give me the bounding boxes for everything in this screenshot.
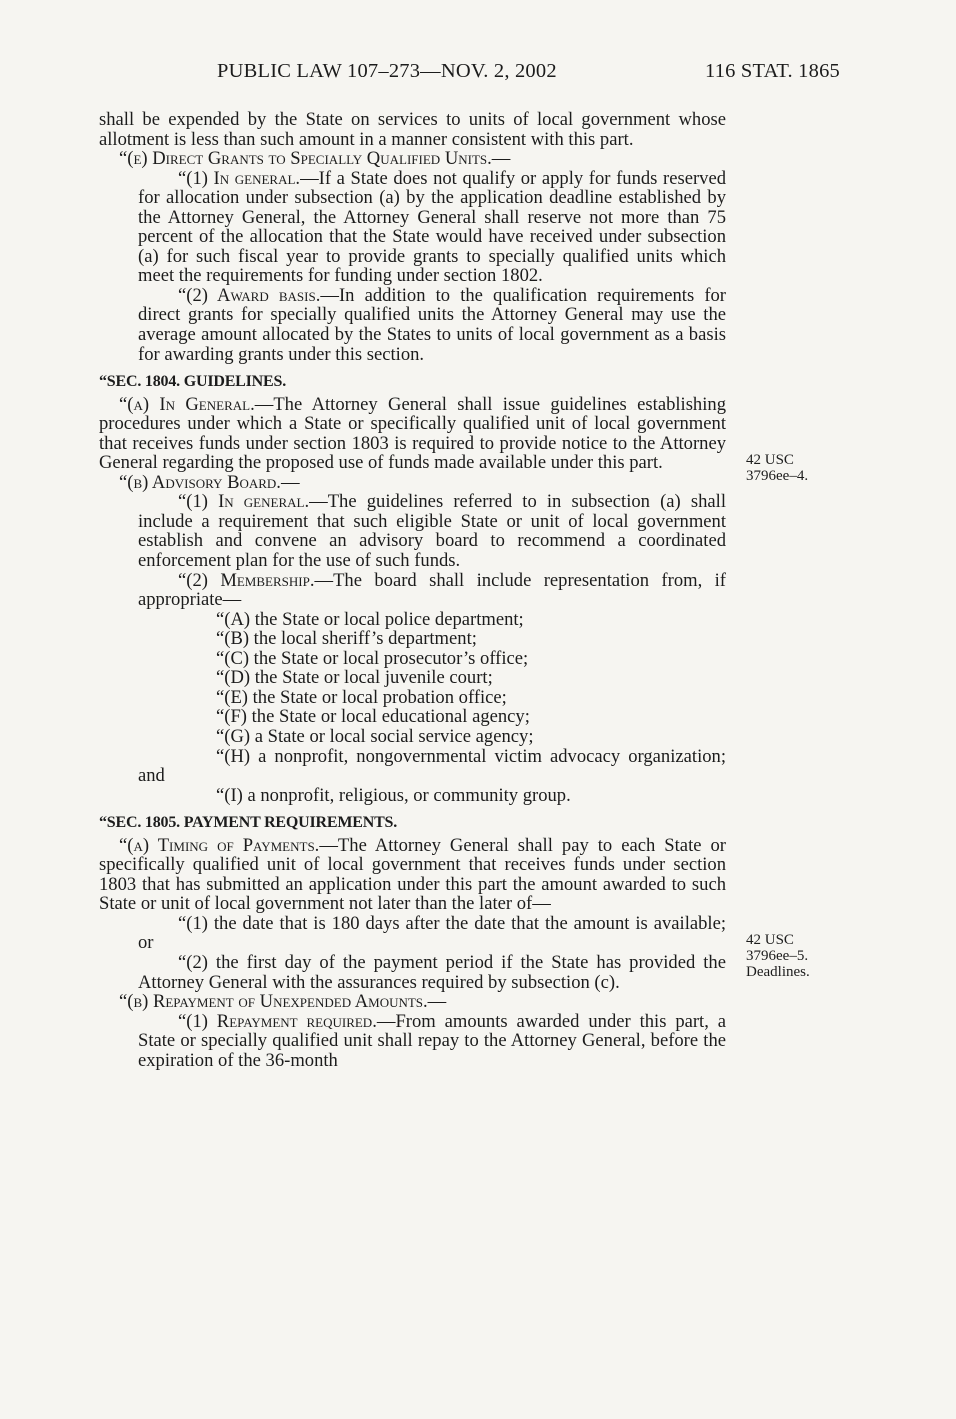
- paragraph-b1-text: —The guidelines referred to in subsection (a) shall include a requirement that such eligible State or unit of local government establish and convene an advisory board to recommend a coordinated enforcement plan for the use of such funds.: [138, 491, 727, 572]
- list-item-d: “(D) the State or local juvenile court;: [216, 667, 493, 689]
- paragraph-1805-b1: [99, 1012, 726, 1071]
- list-item-c: “(C) the State or local prosecutor’s office;: [216, 647, 529, 669]
- subsection-1804-a-text: —The Attorney General shall issue guidelines establishing procedures under which a State or specifically qualified unit of local government that receives funds under section 1803 is required to provide notice to the Attorney General regarding the proposed use of funds made available under this part.: [99, 393, 726, 474]
- paragraph-e2: [99, 286, 726, 364]
- paragraph-e2-text: —In addition to the qualification requirements for direct grants for specially qualified units the Attorney General may use the average amount allocated by the States to units of local government as a basis for awarding grants under this section.: [138, 284, 726, 365]
- list-item-g: “(G) a State or local social service agency;: [216, 725, 534, 747]
- subsection-1805-b-heading: “(b) Repayment of Unexpended Amounts.—: [119, 991, 447, 1013]
- page-header: [0, 60, 956, 90]
- list-item-f: “(F) the State or local educational agency;: [216, 706, 530, 728]
- body-text: [99, 110, 726, 1070]
- paragraph-1805-a1: “(1) the date that is 180 days after the date that the amount is available; or: [138, 912, 726, 954]
- paragraph-continuation: shall be expended by the State on services to units of local government whose allotment is less than such amount in a manner consistent with this part.: [99, 109, 726, 150]
- paragraph-e1-label: “(1) In general.: [178, 167, 301, 189]
- paragraph-b2: [99, 571, 726, 610]
- list-item-a: “(A) the State or local police department;: [216, 608, 524, 630]
- paragraph-e2-label: “(2) Award basis.: [178, 284, 321, 306]
- list-item-b: “(B) the local sheriff’s department;: [216, 628, 477, 650]
- section-1804-heading: “SEC. 1804. GUIDELINES.: [99, 373, 287, 391]
- subsection-1805-a-label: “(a) Timing of Payments.: [119, 834, 320, 856]
- paragraph-b1-label: “(1) In general.: [178, 491, 310, 513]
- section-1805-heading: “SEC. 1805. PAYMENT REQUIREMENTS.: [99, 814, 398, 832]
- list-item-h: “(H) a nonprofit, nongovernmental victim advocacy organization; and: [138, 745, 726, 787]
- running-head: PUBLIC LAW 107–273—NOV. 2, 2002: [217, 60, 557, 82]
- subsection-b-heading: “(b) Advisory Board.—: [119, 471, 300, 493]
- paragraph-b2-label: “(2) Membership.: [178, 569, 315, 591]
- subsection-e-heading: “(e) Direct Grants to Specially Qualified Units.—: [119, 148, 511, 170]
- subsection-1805-a-text: —The Attorney General shall pay to each State or specifically qualified unit of local government that receives funds under section 1803 that has submitted an application under this part the amount awarded to such State or unit of local government not later than the later of—: [99, 834, 726, 915]
- paragraph-b1: [99, 492, 726, 570]
- paragraph-1805-b1-text: —From amounts awarded under this part, a State or specially qualified unit shall repay to the Attorney General, before the expiration of the 36-month: [138, 1010, 727, 1071]
- paragraph-1805-a2: “(2) the first day of the payment period if the State has provided the Attorney General with the assurances required by subsection (c).: [138, 951, 726, 993]
- paragraph-e1-text: —If a State does not qualify or apply for funds reserved for allocation under subsection (a) by the application deadline established by the Attorney General, the Attorney General shall reserve not more than 75 percent of the allocation that the State would have received under subsection (a) for such fiscal year to provide grants to specially qualified units which meet the requirements for funding under section 1802.: [138, 167, 727, 287]
- page-number: 116 STAT. 1865: [705, 60, 840, 82]
- paragraph-e1: [99, 169, 726, 286]
- list-item-i: “(I) a nonprofit, religious, or community group.: [216, 784, 571, 806]
- list-item-e: “(E) the State or local probation office;: [216, 686, 507, 708]
- subsection-1805-a: [99, 836, 726, 914]
- subsection-1804-a-label: “(a) In General.: [119, 393, 255, 415]
- paragraph-b2-text: —The board shall include representation from, if appropriate—: [138, 569, 726, 611]
- subsection-1804-a: [99, 395, 726, 473]
- margin-note-usc-3796ee-5: 42 USC 3796ee–5. Deadlines.: [746, 932, 810, 980]
- paragraph-1805-b1-label: “(1) Repayment required.: [178, 1010, 377, 1032]
- margin-note-usc-3796ee-4: 42 USC 3796ee–4.: [746, 452, 809, 484]
